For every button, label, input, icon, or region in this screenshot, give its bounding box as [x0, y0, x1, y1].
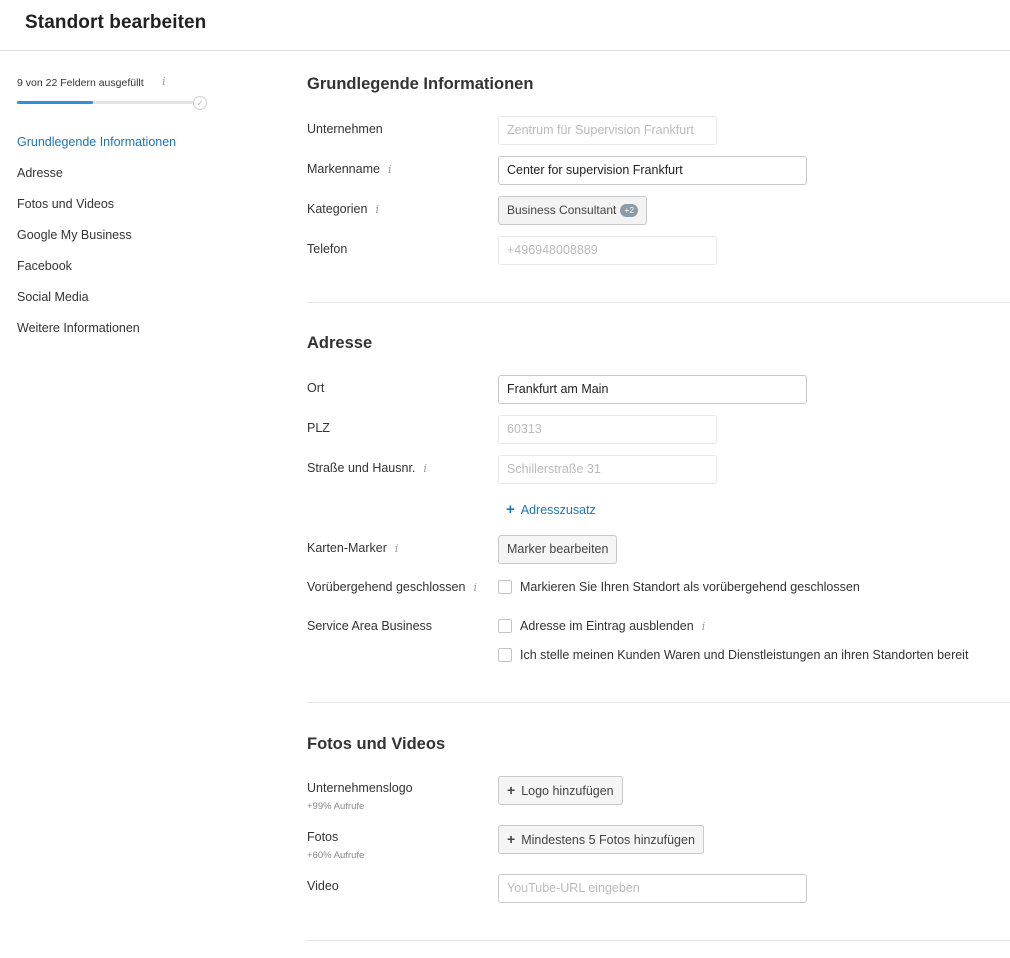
street-label-text: Straße und Hausnr. — [307, 461, 416, 475]
check-icon: ✓ — [193, 96, 207, 110]
street-field: Schillerstraße 31 — [498, 455, 717, 484]
info-icon[interactable]: i — [162, 75, 166, 88]
section-divider — [307, 702, 1010, 703]
progress-text: 9 von 22 Feldern ausgefüllt — [17, 77, 144, 89]
temporarily-closed-text: Markieren Sie Ihren Standort als vorübergehend geschlossen — [520, 580, 860, 594]
info-icon[interactable]: i — [394, 542, 399, 555]
sidebar-item-google-my-business[interactable]: Google My Business — [17, 228, 132, 242]
sidebar-item-fotos-und-videos[interactable]: Fotos und Videos — [17, 197, 115, 211]
logo-views-hint: +99% Aufrufe — [307, 801, 365, 812]
city-input[interactable]: Frankfurt am Main — [498, 375, 807, 404]
page-title: Standort bearbeiten — [25, 12, 207, 33]
add-address-suffix-label: Adresszusatz — [520, 503, 596, 517]
categories-label-text: Kategorien — [307, 202, 368, 216]
video-label: Video — [307, 879, 339, 893]
temporarily-closed-option[interactable] — [498, 580, 860, 594]
add-photos-label: Mindestens 5 Fotos hinzufügen — [521, 833, 695, 847]
add-logo-button[interactable] — [498, 776, 623, 805]
zip-label: PLZ — [307, 421, 330, 435]
brand-label — [307, 162, 391, 176]
add-logo-label: Logo hinzufügen — [521, 784, 614, 798]
category-chip-label: Business Consultant — [507, 203, 617, 217]
brand-input[interactable]: Center for supervision Frankfurt — [498, 156, 807, 185]
company-field: Zentrum für Supervision Frankfurt — [498, 116, 717, 145]
categories-label — [307, 202, 379, 216]
plus-icon: + — [507, 831, 516, 847]
map-marker-label — [307, 541, 398, 555]
section-title-address: Adresse — [307, 334, 373, 352]
info-icon[interactable]: i — [423, 462, 427, 475]
info-icon[interactable]: i — [375, 203, 379, 216]
category-chip[interactable] — [498, 196, 647, 225]
category-more-badge: +2 — [620, 204, 638, 217]
progress-bar — [17, 101, 202, 104]
info-icon[interactable]: i — [473, 581, 477, 594]
edit-marker-button[interactable]: Marker bearbeiten — [498, 535, 617, 564]
sidebar-item-weitere-informationen[interactable]: Weitere Informationen — [17, 321, 140, 335]
hide-address-checkbox[interactable] — [498, 619, 512, 633]
hide-address-text: Adresse im Eintrag ausblenden — [520, 619, 694, 633]
logo-label: Unternehmenslogo — [307, 781, 413, 795]
video-url-input[interactable]: YouTube-URL eingeben — [498, 874, 807, 903]
section-title-basic: Grundlegende Informationen — [307, 75, 534, 93]
temporarily-closed-checkbox[interactable] — [498, 580, 512, 594]
deliver-text: Ich stelle meinen Kunden Waren und Dienstleistungen an ihren Standorten bereit — [520, 648, 969, 662]
sidebar-item-adresse[interactable]: Adresse — [17, 166, 63, 180]
service-area-label: Service Area Business — [307, 619, 433, 633]
plus-icon: + — [507, 782, 516, 798]
section-divider — [307, 302, 1010, 303]
map-marker-label-text: Karten-Marker — [307, 541, 387, 555]
add-photos-button[interactable] — [498, 825, 704, 854]
add-address-suffix-link[interactable] — [506, 501, 596, 518]
deliver-option[interactable] — [498, 648, 968, 662]
progress-bar-fill — [17, 101, 93, 104]
sidebar-item-grundlegende-informationen[interactable]: Grundlegende Informationen — [17, 135, 177, 149]
brand-label-text: Markenname — [307, 162, 380, 176]
section-title-media: Fotos und Videos — [307, 735, 446, 753]
section-divider — [307, 940, 1010, 941]
company-label: Unternehmen — [307, 122, 383, 136]
sidebar-item-social-media[interactable]: Social Media — [17, 290, 89, 304]
page-header — [0, 0, 1010, 51]
hide-address-option[interactable] — [498, 619, 705, 633]
city-label: Ort — [307, 381, 325, 395]
deliver-checkbox[interactable] — [498, 648, 512, 662]
street-label — [307, 461, 427, 475]
temporarily-closed-label — [307, 580, 477, 594]
phone-field: +496948008889 — [498, 236, 717, 265]
photos-label: Fotos — [307, 830, 339, 844]
phone-label: Telefon — [307, 242, 348, 256]
temporarily-closed-label-text: Vorübergehend geschlossen — [307, 580, 466, 594]
zip-field: 60313 — [498, 415, 717, 444]
sidebar-nav — [17, 135, 176, 352]
plus-icon: + — [506, 501, 515, 518]
photos-views-hint: +60% Aufrufe — [307, 850, 365, 861]
info-icon[interactable]: i — [387, 163, 392, 176]
info-icon[interactable]: i — [701, 620, 706, 633]
sidebar-item-facebook[interactable]: Facebook — [17, 259, 72, 273]
